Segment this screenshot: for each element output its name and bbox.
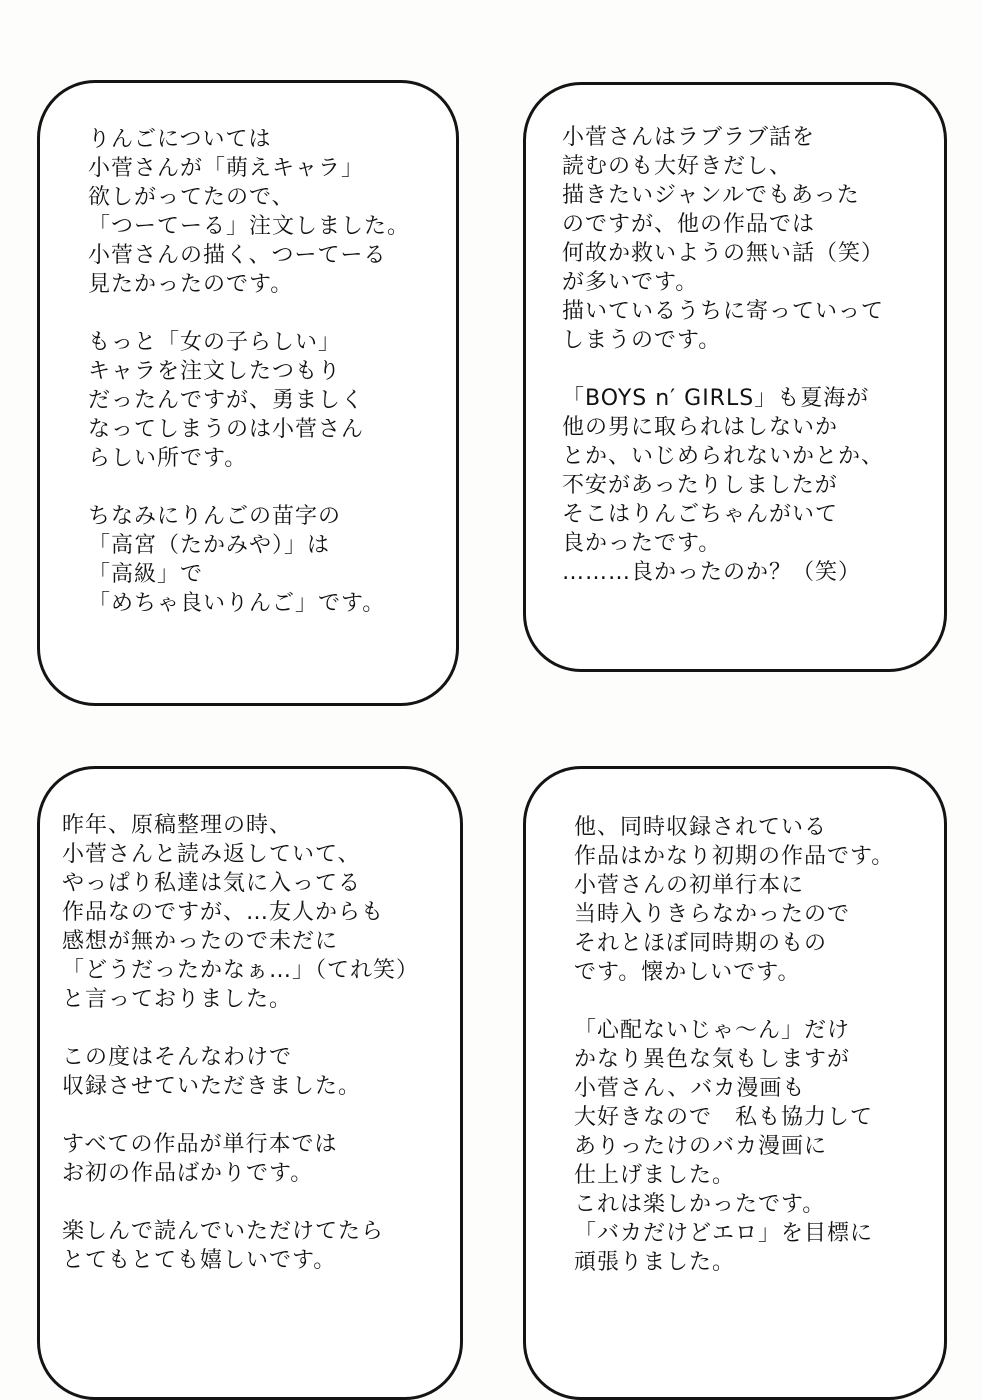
text-line: 大好きなので 私も協力して bbox=[574, 1105, 874, 1130]
text-line: 何故か救いようの無い話（笑） bbox=[562, 241, 885, 266]
text-line: 小菅さん、バカ漫画も bbox=[574, 1076, 806, 1101]
text-line: 他の男に取られはしないか bbox=[562, 415, 839, 440]
text-line: 「高宮（たかみや）」は bbox=[88, 533, 331, 558]
panel-text bbox=[88, 125, 410, 618]
text-line: もっと「女の子らしい」 bbox=[88, 330, 342, 355]
text-line: 頑張りました。 bbox=[574, 1250, 736, 1275]
text-line: 「バカだけどエロ」を目標に bbox=[574, 1221, 874, 1246]
blank-line bbox=[88, 473, 410, 502]
text-panel-top-left bbox=[37, 80, 459, 706]
text-line: しまうのです。 bbox=[562, 328, 722, 353]
blank-line bbox=[574, 987, 894, 1016]
text-line: キャラを注文したつもり bbox=[88, 359, 342, 384]
text-line: 小菅さんの初単行本に bbox=[574, 873, 805, 898]
text-line: 見たかったのです。 bbox=[88, 272, 294, 297]
text-line: 小菅さんが「萌えキャラ」 bbox=[88, 156, 365, 181]
blank-line bbox=[62, 1014, 419, 1043]
text-line: 小菅さんはラブラブ話を bbox=[562, 125, 816, 150]
text-line: 作品はかなり初期の作品です。 bbox=[574, 844, 895, 869]
text-line: 収録させていただきました。 bbox=[62, 1074, 362, 1099]
text-line: そこはりんごちゃんがいて bbox=[562, 502, 839, 527]
text-panel-bottom-left bbox=[37, 766, 463, 1400]
text-line: この度はそんなわけで bbox=[62, 1045, 293, 1070]
text-line: 「どうだったかなぁ…」（てれ笑） bbox=[62, 958, 420, 983]
text-line: 「心配ないじゃ～ん」だけ bbox=[574, 1018, 851, 1043]
text-line: 読むのも大好きだし、 bbox=[562, 154, 793, 179]
panel-text bbox=[574, 813, 894, 1277]
blank-line bbox=[88, 299, 410, 328]
blank-line bbox=[62, 1101, 419, 1130]
text-line: 他、同時収録されている bbox=[574, 815, 828, 840]
text-line: 「高級」で bbox=[88, 562, 204, 587]
text-line: とか、いじめられないかとか、 bbox=[562, 444, 885, 469]
text-line: 小菅さんの描く、つーてーる bbox=[88, 243, 387, 268]
text-line: それとほぼ同時期のもの bbox=[574, 931, 828, 956]
text-line: すべての作品が単行本では bbox=[62, 1132, 338, 1157]
text-panel-top-right bbox=[523, 82, 947, 672]
text-line: ありったけのバカ漫画に bbox=[574, 1134, 828, 1159]
text-line: 当時入りきらなかったので bbox=[574, 902, 851, 927]
text-line: 「めちゃ良いりんご」です。 bbox=[88, 591, 386, 616]
text-line: ちなみにりんごの苗字の bbox=[88, 504, 342, 529]
text-line: だったんですが、勇ましく bbox=[88, 388, 365, 413]
text-line: とてもとても嬉しいです。 bbox=[62, 1248, 337, 1273]
panel-text bbox=[562, 123, 884, 587]
text-line: 描いているうちに寄っていって bbox=[562, 299, 885, 324]
text-line: 昨年、原稿整理の時、 bbox=[62, 813, 293, 838]
text-line: のですが、他の作品では bbox=[562, 212, 816, 237]
text-line: お初の作品ばかりです。 bbox=[62, 1161, 314, 1186]
text-line: 描きたいジャンルでもあった bbox=[562, 183, 860, 208]
text-line: これは楽しかったです。 bbox=[574, 1192, 826, 1217]
text-line: やっぱり私達は気に入ってる bbox=[62, 871, 362, 896]
text-line: らしい所です。 bbox=[88, 446, 248, 471]
text-line: 小菅さんと読み返していて、 bbox=[62, 842, 361, 867]
text-line: かなり異色な気もしますが bbox=[574, 1047, 851, 1072]
blank-line bbox=[562, 355, 884, 384]
panel-text bbox=[62, 811, 419, 1275]
text-line: 良かったです。 bbox=[562, 531, 722, 556]
text-line: が多いです。 bbox=[562, 270, 699, 295]
text-line: です。懐かしいです。 bbox=[574, 960, 801, 985]
text-line: なってしまうのは小菅さん bbox=[88, 417, 365, 442]
blank-line bbox=[62, 1188, 419, 1217]
text-line: りんごについては bbox=[88, 127, 272, 152]
text-line: 仕上げました。 bbox=[574, 1163, 736, 1188]
text-line: 楽しんで読んでいただけてたら bbox=[62, 1219, 385, 1244]
text-line: 「つーてーる」注文しました。 bbox=[88, 214, 411, 239]
text-line: 「BOYS n′ GIRLS」も夏海が bbox=[562, 386, 870, 411]
text-line: と言っておりました。 bbox=[62, 987, 293, 1012]
text-line: 感想が無かったので未だに bbox=[62, 929, 339, 954]
text-line: ………良かったのか？（笑） bbox=[562, 560, 862, 585]
text-line: 作品なのですが、…友人からも bbox=[62, 900, 385, 925]
text-line: 欲しがってたので、 bbox=[88, 185, 295, 210]
text-panel-bottom-right bbox=[523, 766, 947, 1400]
text-line: 不安があったりしましたが bbox=[562, 473, 838, 498]
